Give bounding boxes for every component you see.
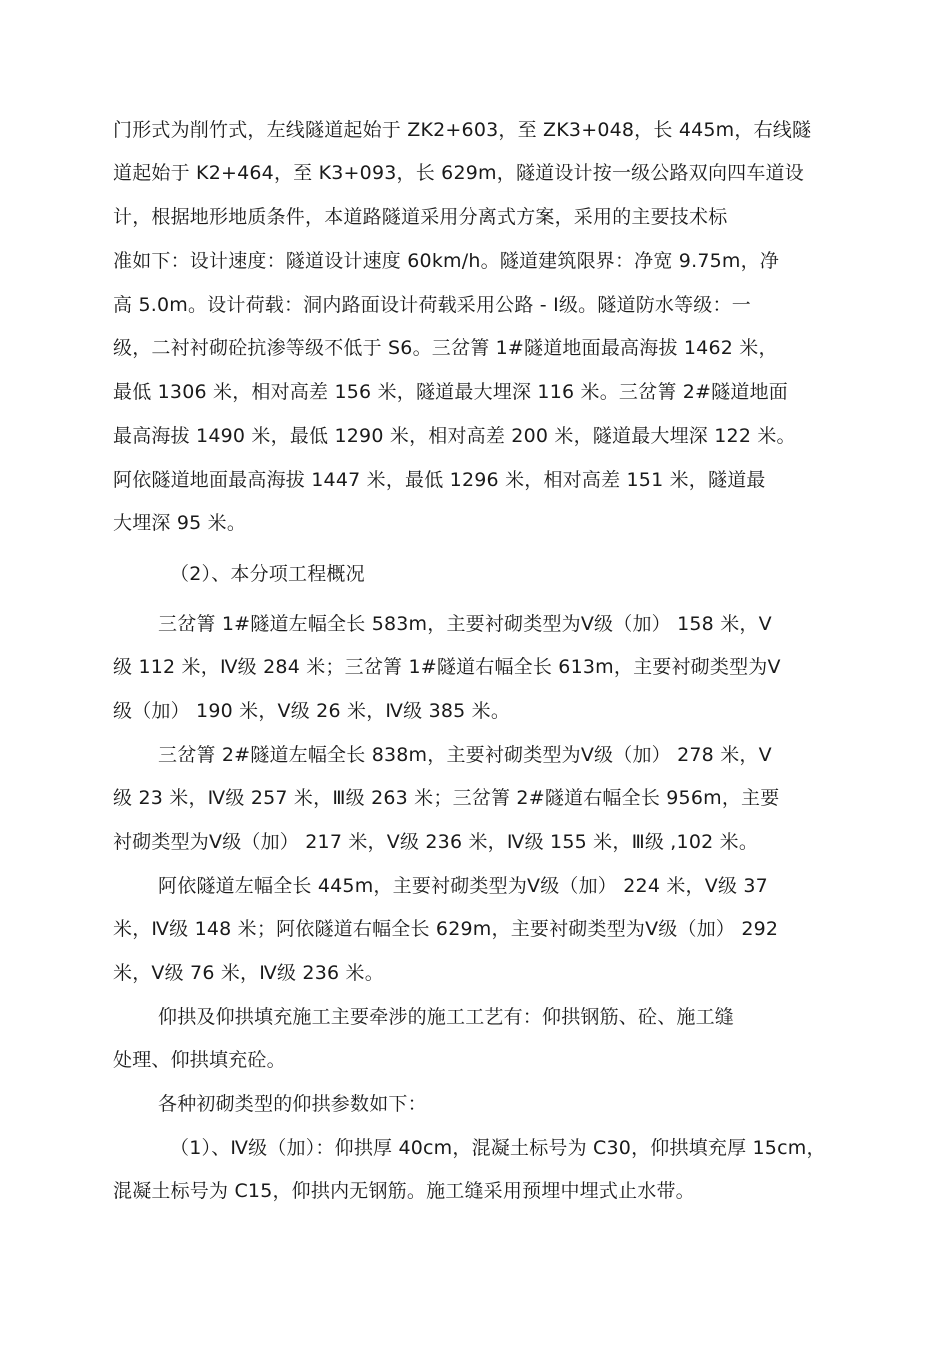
- paragraph-line-17: 阿依隧道左幅全长 445m，主要衬砌类型为Ⅴ级（加） 224 米，Ⅴ级 37: [158, 875, 768, 897]
- paragraph-line-16: 衬砌类型为Ⅴ级（加） 217 米，Ⅴ级 236 米，Ⅳ级 155 米，Ⅲ级 ,102 米。: [113, 831, 759, 853]
- paragraph-line-12: 级 112 米，Ⅳ级 284 米；三岔箐 1#隧道右幅全长 613m，主要衬砌类型为Ⅴ: [113, 656, 781, 678]
- paragraph-line-4: 准如下：设计速度：隧道设计速度 60km/h。隧道建筑限界：净宽 9.75m，净: [113, 250, 780, 272]
- paragraph-line-2: 道起始于 K2+464，至 K3+093，长 629m，隧道设计按一级公路双向四车道设: [113, 162, 804, 184]
- paragraph-line-1: 门形式为削竹式，左线隧道起始于 ZK2+603，至 ZK3+048，长 445m，右线隧: [113, 119, 812, 141]
- paragraph-line-14: 三岔箐 2#隧道左幅全长 838m，主要衬砌类型为Ⅴ级（加） 278 米，Ⅴ: [158, 744, 772, 766]
- paragraph-line-24: 混凝土标号为 C15，仰拱内无钢筋。施工缝采用预埋中埋式止水带。: [113, 1180, 695, 1202]
- paragraph-line-6: 级，二衬衬砌砼抗渗等级不低于 S6。三岔箐 1#隧道地面最高海拔 1462 米，: [113, 337, 778, 359]
- paragraph-line-19: 米，Ⅴ级 76 米，Ⅳ级 236 米。: [113, 962, 384, 984]
- paragraph-line-21: 处理、仰拱填充砼。: [113, 1049, 286, 1071]
- paragraph-line-7: 最低 1306 米，相对高差 156 米，隧道最大埋深 116 米。三岔箐 2#隧道地面: [113, 381, 788, 403]
- paragraph-line-20: 仰拱及仰拱填充施工主要牵涉的施工工艺有：仰拱钢筋、砼、施工缝: [158, 1006, 735, 1028]
- paragraph-line-18: 米，Ⅳ级 148 米；阿依隧道右幅全长 629m，主要衬砌类型为Ⅴ级（加） 292: [113, 918, 779, 940]
- paragraph-line-5: 高 5.0m。设计荷载：洞内路面设计荷载采用公路 - Ⅰ级。隧道防水等级：一: [113, 294, 751, 316]
- paragraph-line-15: 级 23 米，Ⅳ级 257 米，Ⅲ级 263 米；三岔箐 2#隧道右幅全长 956m，主要: [113, 787, 780, 809]
- paragraph-line-9: 阿依隧道地面最高海拔 1447 米，最低 1296 米，相对高差 151 米，隧道最: [113, 469, 766, 491]
- paragraph-line-23: （1）、Ⅳ级（加）：仰拱厚 40cm，混凝土标号为 C30，仰拱填充厚 15cm，: [170, 1137, 826, 1159]
- paragraph-line-8: 最高海拔 1490 米，最低 1290 米，相对高差 200 米，隧道最大埋深 122 米。: [113, 425, 796, 447]
- paragraph-line-10: 大埋深 95 米。: [113, 512, 247, 534]
- section-heading: （2）、本分项工程概况: [170, 563, 365, 585]
- paragraph-line-3: 计，根据地形地质条件，本道路隧道采用分离式方案，采用的主要技术标: [113, 206, 728, 228]
- paragraph-line-13: 级（加） 190 米，Ⅴ级 26 米，Ⅳ级 385 米。: [113, 700, 511, 722]
- paragraph-line-11: 三岔箐 1#隧道左幅全长 583m，主要衬砌类型为Ⅴ级（加） 158 米，Ⅴ: [158, 613, 772, 635]
- paragraph-line-22: 各种初砌类型的仰拱参数如下：: [158, 1093, 427, 1115]
